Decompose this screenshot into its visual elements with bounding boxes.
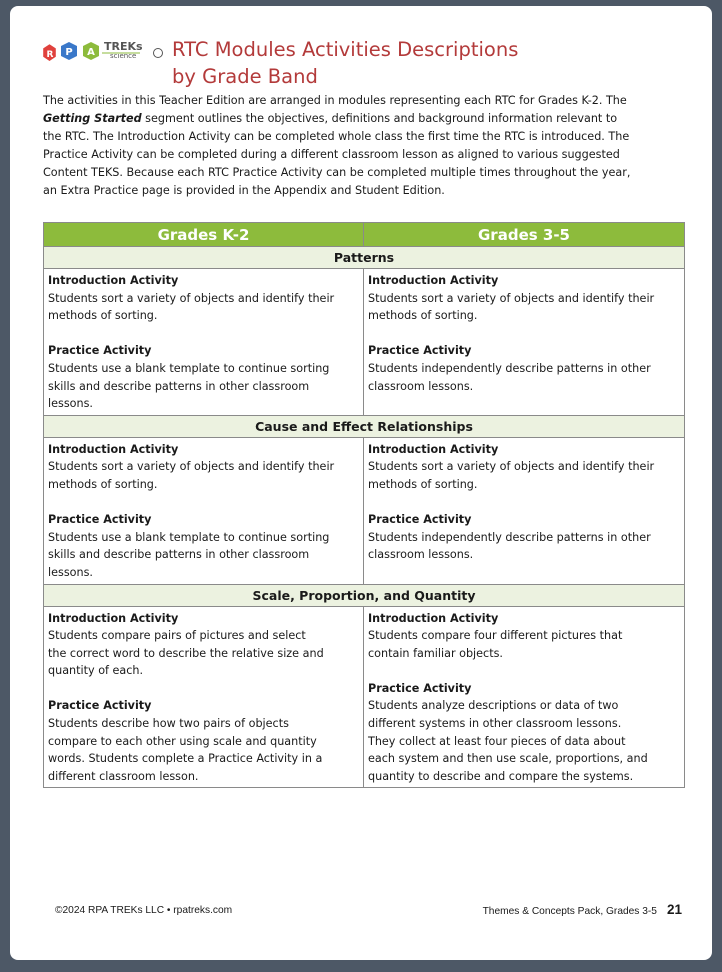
intro-paragraph — [43, 92, 693, 200]
cell-line: lessons. — [48, 565, 93, 579]
footer-pack-name: Themes & Concepts Pack, Grades 3-5 — [482, 906, 657, 917]
logo-brand: TREKs — [104, 40, 143, 53]
cell-line: each system and then use scale, proportions, and — [368, 752, 648, 766]
logo-letter-r: R — [46, 50, 54, 60]
column-header-3-5: Grades 3-5 — [364, 223, 685, 247]
logo-ring — [154, 49, 163, 58]
intro-line-6: an Extra Practice page is provided in the Appendix and Student Edition. — [43, 184, 445, 197]
cell-line: methods of sorting. — [48, 309, 158, 323]
intro-activity-label: Introduction Activity — [368, 274, 499, 287]
practice-activity-label: Practice Activity — [368, 513, 472, 527]
intro-emphasis: Getting Started — [43, 112, 142, 125]
section-row — [44, 247, 685, 269]
cell-line: the correct word to describe the relative size and — [48, 646, 324, 660]
g35-cell — [364, 269, 685, 416]
cell-line: Students analyze descriptions or data of two — [368, 699, 619, 713]
intro-activity-label: Introduction Activity — [48, 611, 179, 625]
intro-activity-label: Introduction Activity — [368, 611, 499, 625]
cell-line: Students compare pairs of pictures and select — [48, 629, 306, 643]
k2-cell — [44, 269, 364, 416]
cell-line: Students compare four different pictures that — [368, 629, 623, 643]
cell-line: Students independently describe patterns in other — [368, 530, 651, 544]
cell-line: different systems in other classroom lessons. — [368, 717, 622, 731]
rpa-treks-logo — [40, 36, 170, 68]
cell-line: compare to each other using scale and quantity — [48, 734, 317, 748]
intro-activity-label: Introduction Activity — [368, 442, 499, 456]
cell-line: Students use a blank template to continue sorting — [48, 530, 330, 544]
table-row — [44, 437, 685, 584]
section-title: Scale, Proportion, and Quantity — [44, 584, 685, 606]
table-header-row — [44, 223, 685, 247]
g35-cell — [364, 437, 685, 584]
table-row — [44, 606, 685, 788]
section-row — [44, 584, 685, 606]
table-row — [44, 269, 685, 416]
cell-line: quantity to describe and compare the systems. — [368, 769, 634, 783]
logo-letter-a: A — [87, 47, 95, 58]
cell-line: lessons. — [48, 397, 93, 411]
footer-copyright: ©2024 RPA TREKs LLC • rpatreks.com — [55, 905, 233, 916]
page-title — [172, 36, 518, 90]
intro-line-5: Content TEKS. Because each RTC Practice Activity can be completed multiple times throughout the year, — [43, 166, 631, 179]
practice-activity-label: Practice Activity — [48, 344, 152, 358]
cell-line: Students describe how two pairs of objects — [48, 717, 289, 731]
intro-activity-label: Introduction Activity — [48, 274, 179, 287]
title-line-1: RTC Modules Activities Descriptions — [172, 38, 519, 61]
cell-line: quantity of each. — [48, 664, 144, 678]
cell-line: Students sort a variety of objects and identify their — [48, 460, 335, 474]
cell-line: Students sort a variety of objects and identify their — [368, 460, 655, 474]
cell-line: Students independently describe patterns in other — [368, 361, 651, 375]
practice-activity-label: Practice Activity — [368, 681, 472, 695]
intro-line-4: Practice Activity can be completed during a different classroom lesson as aligned to various suggested — [43, 148, 620, 161]
intro-line-1: The activities in this Teacher Edition are arranged in modules representing each RTC for Grades K-2. The — [43, 94, 627, 107]
cell-line: contain familiar objects. — [368, 646, 503, 660]
g35-cell — [364, 606, 685, 788]
cell-line: words. Students complete a Practice Activity in a — [48, 752, 323, 766]
intro-line-2: segment outlines the objectives, definitions and background information relevant to — [141, 112, 618, 125]
logo-sub: science — [110, 52, 137, 60]
cell-line: classroom lessons. — [368, 548, 474, 562]
document-page — [10, 6, 712, 960]
page-number: 21 — [666, 902, 682, 917]
cell-line: methods of sorting. — [48, 477, 158, 491]
cell-line: different classroom lesson. — [48, 769, 199, 783]
intro-line-3: the RTC. The Introduction Activity can be completed whole class the first time the RTC is introduced. The — [43, 130, 630, 143]
intro-activity-label: Introduction Activity — [48, 442, 179, 456]
cell-line: classroom lessons. — [368, 379, 474, 393]
practice-activity-label: Practice Activity — [48, 699, 152, 713]
cell-line: Students use a blank template to continue sorting — [48, 361, 330, 375]
cell-line: Students sort a variety of objects and identify their — [368, 291, 655, 305]
column-header-k2: Grades K-2 — [44, 223, 364, 247]
k2-cell — [44, 437, 364, 584]
practice-activity-label: Practice Activity — [368, 344, 472, 358]
k2-cell — [44, 606, 364, 788]
cell-line: methods of sorting. — [368, 477, 478, 491]
practice-activity-label: Practice Activity — [48, 513, 152, 527]
cell-line: skills and describe patterns in other classroom — [48, 379, 310, 393]
logo-letter-p: P — [65, 47, 73, 58]
activities-table — [43, 222, 685, 788]
section-row — [44, 415, 685, 437]
cell-line: methods of sorting. — [368, 309, 478, 323]
section-title: Patterns — [44, 247, 685, 269]
section-title: Cause and Effect Relationships — [44, 415, 685, 437]
cell-line: They collect at least four pieces of data about — [368, 734, 626, 748]
cell-line: Students sort a variety of objects and identify their — [48, 291, 335, 305]
cell-line: skills and describe patterns in other classroom — [48, 548, 310, 562]
title-line-2: by Grade Band — [172, 65, 318, 88]
footer-right — [483, 902, 682, 917]
